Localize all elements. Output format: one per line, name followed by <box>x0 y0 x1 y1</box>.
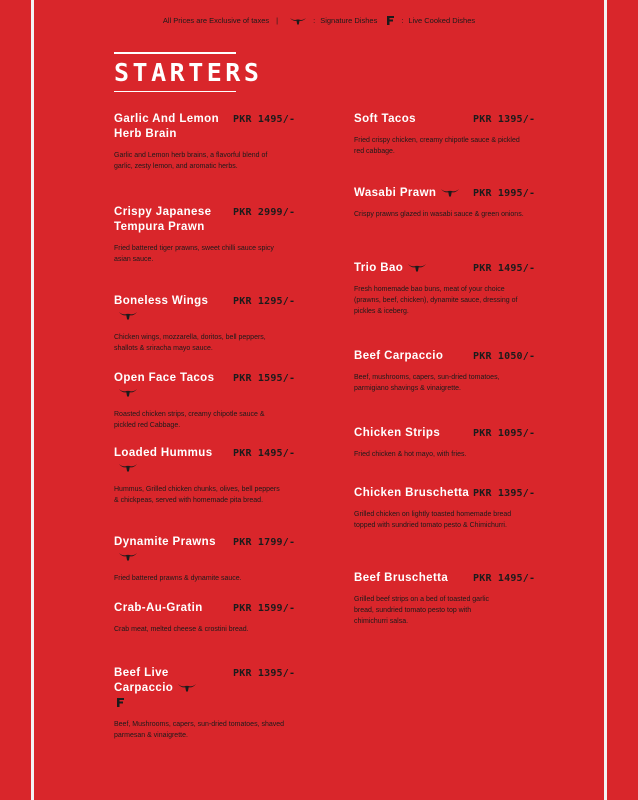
item-name: Beef Carpaccio <box>354 350 444 362</box>
item-price: PKR 1495/- <box>473 263 536 274</box>
item-description: Fried battered prawns & dynamite sauce. <box>114 575 242 582</box>
menu-item <box>114 446 296 506</box>
item-name: Open Face Tacos <box>114 372 215 384</box>
item-price: PKR 1395/- <box>233 668 296 679</box>
left-border-line <box>31 0 34 800</box>
item-price: PKR 1395/- <box>473 114 536 125</box>
legend-colon: : <box>313 16 316 25</box>
menu-item <box>354 571 536 628</box>
menu-item <box>114 535 296 584</box>
item-description: Grilled chicken on lightly toasted homemade bread topped with sundried tomato pesto & Chimichurri. <box>354 511 512 530</box>
bull-horns-icon <box>119 311 137 320</box>
menu-item <box>354 261 536 318</box>
title-rule-bottom <box>114 91 236 93</box>
item-name: Boneless Wings <box>114 295 209 307</box>
item-name-row <box>114 294 224 324</box>
item-description: Crab meat, melted cheese & crostini bread. <box>114 626 249 633</box>
bull-horns-icon <box>408 263 426 272</box>
item-name: Chicken Bruschetta <box>354 487 470 499</box>
menu-item <box>354 349 536 394</box>
legend-colon-2: : <box>401 16 404 25</box>
live-label: Live Cooked Dishes <box>408 16 476 25</box>
item-name: Chicken Strips <box>354 427 441 439</box>
item-name-row <box>114 666 204 711</box>
item-price: PKR 1395/- <box>473 488 536 499</box>
item-price: PKR 1995/- <box>473 188 536 199</box>
section-title: STARTERS <box>114 57 263 87</box>
item-price: PKR 2999/- <box>233 207 296 218</box>
item-description: Crispy prawns glazed in wasabi sauce & green onions. <box>354 211 524 218</box>
item-description: Beef, mushrooms, capers, sun-dried tomatoes, parmigiano shavings & vinaigrette. <box>354 374 500 393</box>
item-price: PKR 1295/- <box>233 296 296 307</box>
item-price: PKR 1495/- <box>233 448 296 459</box>
menu-item <box>114 601 296 635</box>
menu-item <box>114 666 296 741</box>
item-description: Fried chicken & hot mayo, with fries. <box>354 451 467 458</box>
bull-horns-icon <box>119 388 137 397</box>
item-name: Loaded Hummus <box>114 447 213 459</box>
menu-item <box>354 486 536 531</box>
item-name-row <box>114 446 224 476</box>
title-rule-top <box>114 52 236 54</box>
item-description: Roasted chicken strips, creamy chipotle sauce & pickled red Cabbage. <box>114 411 265 430</box>
item-description: Grilled beef strips on a bed of toasted garlic bread, sundried tomato pesto top with chimichurri salsa. <box>354 596 490 626</box>
item-description: Hummus, Grilled chicken chunks, olives, bell peppers & chickpeas, served with homemade pita bread. <box>114 486 280 505</box>
item-name: Crab-Au-Gratin <box>114 602 203 614</box>
bull-horns-icon <box>290 17 306 25</box>
item-name-row <box>354 186 464 201</box>
bull-horns-icon <box>178 683 196 692</box>
item-name-row <box>114 371 234 401</box>
item-price: PKR 1495/- <box>473 573 536 584</box>
item-name-row <box>354 261 464 276</box>
flame-letter-icon <box>387 16 394 25</box>
item-price: PKR 1050/- <box>473 351 536 362</box>
item-name: Crispy Japanese Tempura Prawn <box>114 206 212 233</box>
menu-item <box>354 112 536 157</box>
flame-letter-icon <box>117 698 124 707</box>
item-description: Chicken wings, mozzarella, doritos, bell peppers, shallots & sriracha mayo sauce. <box>114 334 266 353</box>
bull-horns-icon <box>119 552 137 561</box>
item-name: Garlic And Lemon Herb Brain <box>114 113 220 140</box>
item-name: Dynamite Prawns <box>114 536 216 548</box>
item-description: Garlic and Lemon herb brains, a flavorful blend of garlic, zesty lemon, and aromatic herbs. <box>114 152 268 171</box>
legend-separator: | <box>276 16 279 25</box>
menu-item <box>114 294 296 354</box>
item-name: Trio Bao <box>354 262 404 274</box>
price-legend <box>0 16 638 25</box>
item-name: Wasabi Prawn <box>354 187 437 199</box>
item-name-row <box>114 535 234 565</box>
item-description: Fried battered tiger prawns, sweet chilli sauce spicy asian sauce. <box>114 245 274 264</box>
right-border-line <box>604 0 607 800</box>
section-header <box>114 52 263 92</box>
tax-note: All Prices are Exclusive of taxes <box>162 16 270 25</box>
menu-item <box>354 186 536 220</box>
item-name: Beef Live Carpaccio <box>114 667 174 694</box>
item-price: PKR 1799/- <box>233 537 296 548</box>
item-price: PKR 1095/- <box>473 428 536 439</box>
item-description: Fried crispy chicken, creamy chipotle sauce & pickled red cabbage. <box>354 137 520 156</box>
item-description: Fresh homemade bao buns, meat of your choice (prawns, beef, chicken), dynamite sauce, dressing of pickles & iceberg. <box>354 286 518 316</box>
menu-item <box>114 112 296 172</box>
item-name: Soft Tacos <box>354 113 416 125</box>
signature-label: Signature Dishes <box>320 16 378 25</box>
bull-horns-icon <box>119 463 137 472</box>
bull-horns-icon <box>441 188 459 197</box>
item-price: PKR 1599/- <box>233 603 296 614</box>
menu-item <box>114 371 296 431</box>
item-price: PKR 1495/- <box>233 114 296 125</box>
item-description: Beef, Mushrooms, capers, sun-dried tomatoes, shaved parmesan & vinaigrette. <box>114 721 285 740</box>
menu-item <box>354 426 536 460</box>
item-price: PKR 1595/- <box>233 373 296 384</box>
item-name: Beef Bruschetta <box>354 572 449 584</box>
menu-item <box>114 205 296 265</box>
